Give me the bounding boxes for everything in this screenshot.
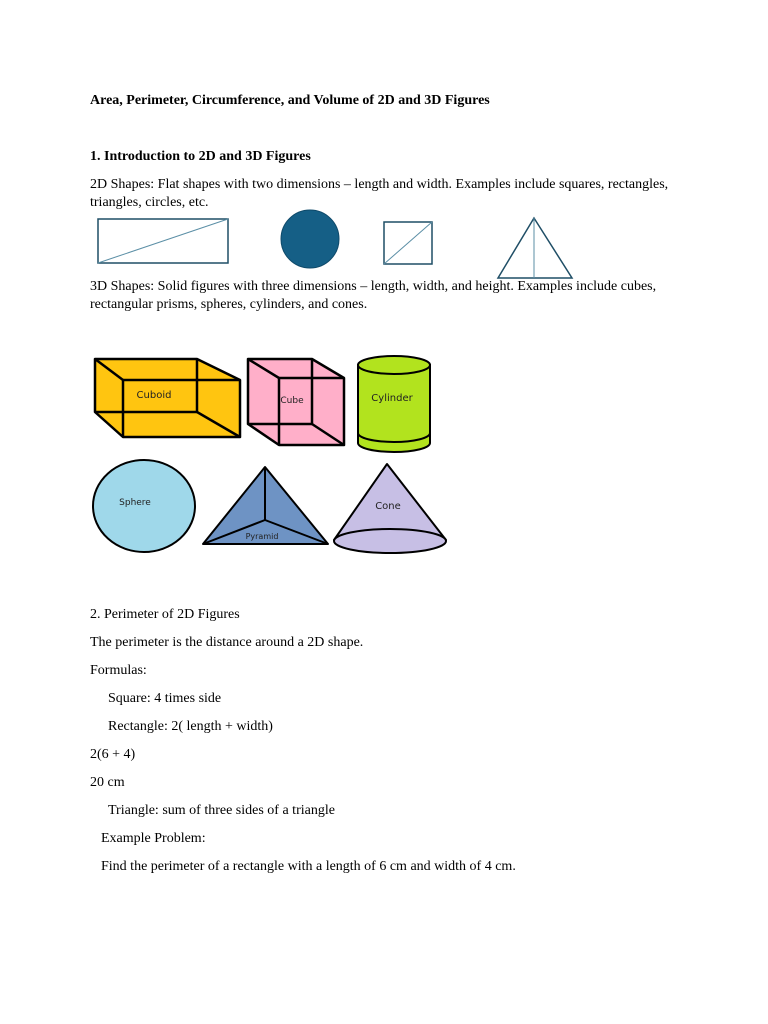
formulas-label: Formulas: — [90, 663, 147, 678]
perimeter-definition: The perimeter is the distance around a 2D shape. — [90, 635, 364, 650]
document-title: Area, Perimeter, Circumference, and Volume of 2D and 3D Figures — [90, 93, 490, 108]
section-2-heading: 2. Perimeter of 2D Figures — [90, 607, 240, 622]
calculation-step: 2(6 + 4) — [90, 747, 136, 762]
triangle-formula: Triangle: sum of three sides of a triangle — [108, 803, 335, 818]
cone-shape — [334, 464, 446, 553]
pyramid-shape — [203, 467, 328, 544]
example-problem-text: Find the perimeter of a rectangle with a length of 6 cm and width of 4 cm. — [101, 859, 516, 874]
calculation-result: 20 cm — [90, 775, 125, 790]
paragraph-2d-shapes: 2D Shapes: Flat shapes with two dimensions – length and width. Examples include squares, rectangles, triangles, circles, etc. — [90, 177, 669, 210]
cone-label: Cone — [375, 501, 401, 512]
square-formula: Square: 4 times side — [108, 691, 222, 706]
section-1-heading: 1. Introduction to 2D and 3D Figures — [90, 149, 311, 164]
cube-shape — [248, 359, 344, 445]
cuboid-shape — [95, 359, 240, 437]
cuboid-label: Cuboid — [136, 390, 172, 401]
paragraph-3d-shapes: 3D Shapes: Solid figures with three dimensions – length, width, and height. Examples include cubes, rectangular prisms, spheres, cylinders, and cones. — [90, 279, 657, 312]
cylinder-shape — [358, 356, 430, 452]
sphere-shape — [93, 460, 195, 552]
example-problem-label: Example Problem: — [101, 831, 206, 846]
cube-label: Cube — [280, 396, 304, 406]
sphere-label: Sphere — [119, 498, 151, 508]
pyramid-label: Pyramid — [245, 532, 279, 541]
cylinder-label: Cylinder — [371, 393, 413, 404]
rectangle-formula: Rectangle: 2( length + width) — [108, 719, 273, 734]
